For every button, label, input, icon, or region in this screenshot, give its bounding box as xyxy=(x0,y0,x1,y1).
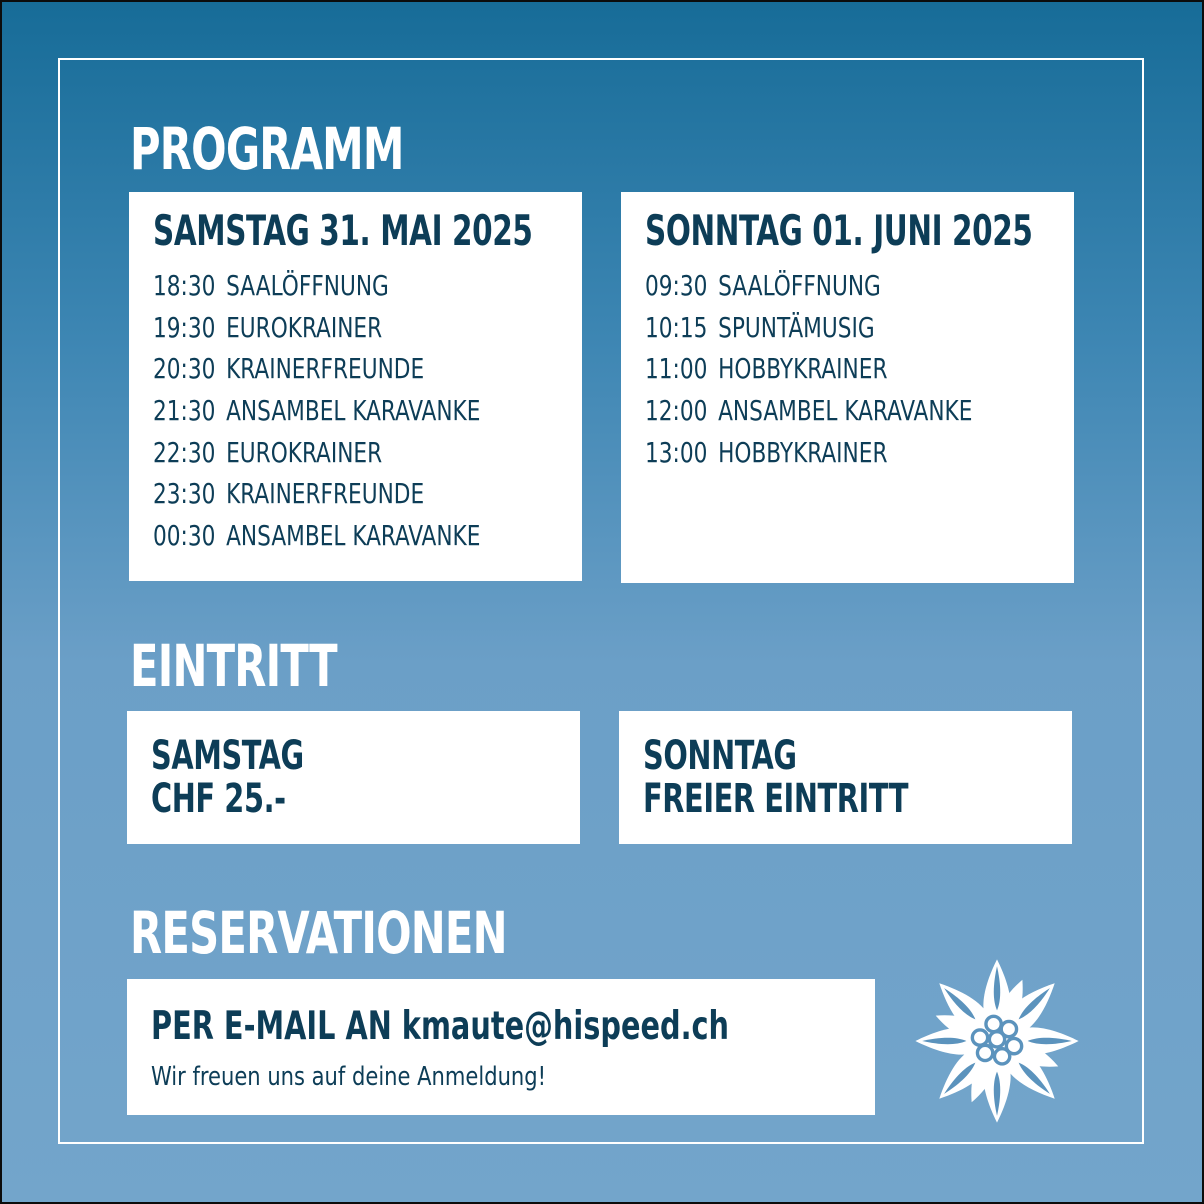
schedule-time: 21:30 xyxy=(153,394,216,428)
schedule-time: 11:00 xyxy=(645,352,708,386)
sunday-schedule xyxy=(645,269,1026,480)
reservation-box xyxy=(127,979,875,1115)
admission-price: CHF 25.- xyxy=(151,776,286,823)
schedule-time: 20:30 xyxy=(153,352,216,386)
schedule-act: ANSAMBEL KARAVANKE xyxy=(718,394,973,428)
reservation-email-line[interactable]: PER E-MAIL AN kmaute@hispeed.ch xyxy=(151,1004,730,1049)
schedule-act: EUROKRAINER xyxy=(226,310,383,344)
schedule-item xyxy=(153,519,481,564)
schedule-item xyxy=(645,435,972,481)
schedule-act: ANSAMBEL KARAVANKE xyxy=(226,519,481,553)
admission-day: SONNTAG xyxy=(643,733,797,779)
schedule-item xyxy=(153,269,480,314)
edelweiss-icon xyxy=(912,956,1082,1126)
schedule-time: 19:30 xyxy=(153,310,216,344)
schedule-item xyxy=(645,310,972,356)
admission-day: SAMSTAG xyxy=(151,733,304,779)
schedule-item xyxy=(153,394,481,439)
schedule-item xyxy=(645,269,972,314)
eintritt-heading: EINTRITT xyxy=(130,632,337,700)
saturday-schedule xyxy=(153,269,534,564)
sunday-title: SONNTAG 01. JUNI 2025 xyxy=(645,206,1033,255)
schedule-time: 12:00 xyxy=(645,394,708,428)
schedule-act: HOBBYKRAINER xyxy=(718,435,888,469)
schedule-act: SAALÖFFNUNG xyxy=(226,269,389,302)
schedule-time: 23:30 xyxy=(153,477,216,511)
schedule-time: 09:30 xyxy=(645,269,708,302)
saturday-admission-box xyxy=(127,711,580,844)
reservationen-heading: RESERVATIONEN xyxy=(130,899,507,967)
schedule-item xyxy=(153,435,480,481)
schedule-time: 13:00 xyxy=(645,435,708,469)
admission-price: FREIER EINTRITT xyxy=(643,776,909,823)
schedule-time: 00:30 xyxy=(153,519,216,553)
schedule-act: ANSAMBEL KARAVANKE xyxy=(226,394,481,428)
schedule-time: 10:15 xyxy=(645,310,708,344)
sunday-program-box xyxy=(621,192,1074,583)
schedule-act: SPUNTÄMUSIG xyxy=(718,310,875,344)
schedule-act: SAALÖFFNUNG xyxy=(718,269,881,302)
schedule-act: EUROKRAINER xyxy=(226,435,383,469)
saturday-admission-text xyxy=(151,735,304,821)
schedule-time: 22:30 xyxy=(153,435,216,469)
schedule-act: KRAINERFREUNDE xyxy=(226,352,425,386)
programm-heading: PROGRAMM xyxy=(130,115,404,183)
schedule-act: KRAINERFREUNDE xyxy=(226,477,425,511)
saturday-program-box xyxy=(129,192,582,581)
schedule-item xyxy=(153,477,480,522)
sunday-admission-text xyxy=(643,735,908,821)
schedule-item xyxy=(153,310,480,356)
schedule-act: HOBBYKRAINER xyxy=(718,352,888,386)
schedule-time: 18:30 xyxy=(153,269,216,302)
reservation-note: Wir freuen uns auf deine Anmeldung! xyxy=(151,1062,547,1092)
schedule-item xyxy=(645,394,973,439)
sunday-admission-box xyxy=(619,711,1072,844)
saturday-title: SAMSTAG 31. MAI 2025 xyxy=(153,206,533,255)
schedule-item xyxy=(153,352,480,397)
schedule-item xyxy=(645,352,972,397)
